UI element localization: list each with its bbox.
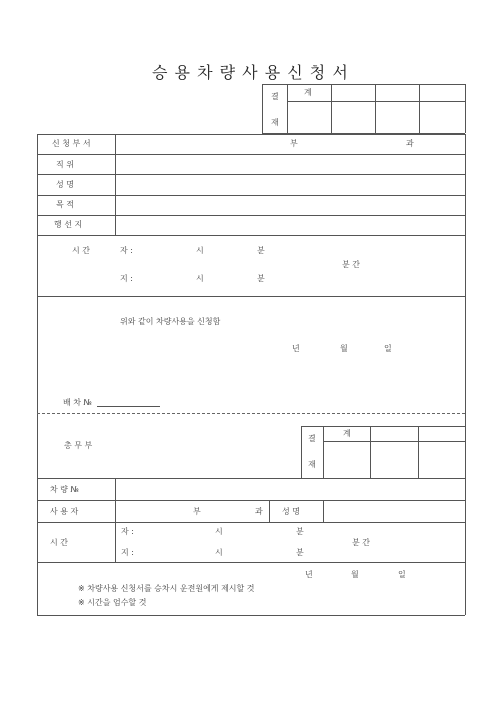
bottom-time-duration: 분 간	[352, 538, 370, 547]
bottom-date-month: 월	[351, 570, 359, 579]
destination-label: 행 선 지	[54, 220, 83, 229]
bottom-time-to: 지 :	[121, 548, 134, 557]
name-label: 성 명	[56, 180, 74, 189]
bottom-date-year: 년	[305, 570, 313, 579]
dept-label: 신 청 부 서	[52, 139, 91, 148]
date-month: 월	[340, 344, 348, 353]
user-gwa-label: 과	[255, 507, 263, 516]
date-year: 년	[292, 344, 300, 353]
time-to-minute: 분	[257, 274, 265, 283]
approval-jae-label: 재	[271, 118, 279, 127]
time-to-hour: 시	[196, 274, 204, 283]
bottom-time-from-hour: 시	[215, 527, 223, 536]
purpose-label: 목 적	[56, 200, 74, 209]
request-text: 위와 같이 차량사용을 신청함	[120, 317, 221, 326]
note-2: ※ 시간을 엄수할 것	[78, 598, 147, 607]
bottom-time-to-minute: 분	[296, 548, 304, 557]
time-from-minute: 분	[257, 246, 265, 255]
approval-bottom-jae: 재	[308, 460, 316, 469]
user-label: 사 용 자	[50, 507, 79, 516]
user-bu-label: 부	[193, 507, 201, 516]
time-label: 시 간	[72, 246, 90, 255]
page-title: 승 용 차 량 사 용 신 청 서	[152, 63, 349, 82]
approval-bottom-gyeol: 결	[308, 434, 316, 443]
bottom-date-day: 일	[398, 570, 406, 579]
approval-gye-label: 계	[304, 88, 312, 97]
general-affairs-label: 총 무 부	[64, 441, 93, 450]
note-1: ※ 차량사용 신청서를 승차시 운전원에게 제시할 것	[78, 584, 255, 593]
date-day: 일	[384, 344, 392, 353]
time-to-label: 지 :	[120, 274, 133, 283]
time-from-label: 자 :	[120, 246, 133, 255]
dept-bu-label: 부	[290, 139, 298, 148]
time-duration: 분 간	[342, 260, 360, 269]
approval-gyeol-label: 결	[271, 92, 279, 101]
bottom-time-from-minute: 분	[296, 527, 304, 536]
bottom-time-to-hour: 시	[215, 548, 223, 557]
position-label: 직 위	[56, 160, 74, 169]
dept-gwa-label: 과	[406, 139, 414, 148]
vehicle-number-label: 차 량 №	[50, 485, 79, 494]
user-name-label: 성 명	[282, 507, 300, 516]
dispatch-label: 배 차 №	[63, 398, 92, 407]
dispatch-number-line	[97, 406, 160, 407]
approval-bottom-gye: 계	[343, 429, 351, 438]
time-from-hour: 시	[196, 246, 204, 255]
bottom-time-label: 시 간	[50, 538, 68, 547]
bottom-time-from: 자 :	[121, 527, 134, 536]
